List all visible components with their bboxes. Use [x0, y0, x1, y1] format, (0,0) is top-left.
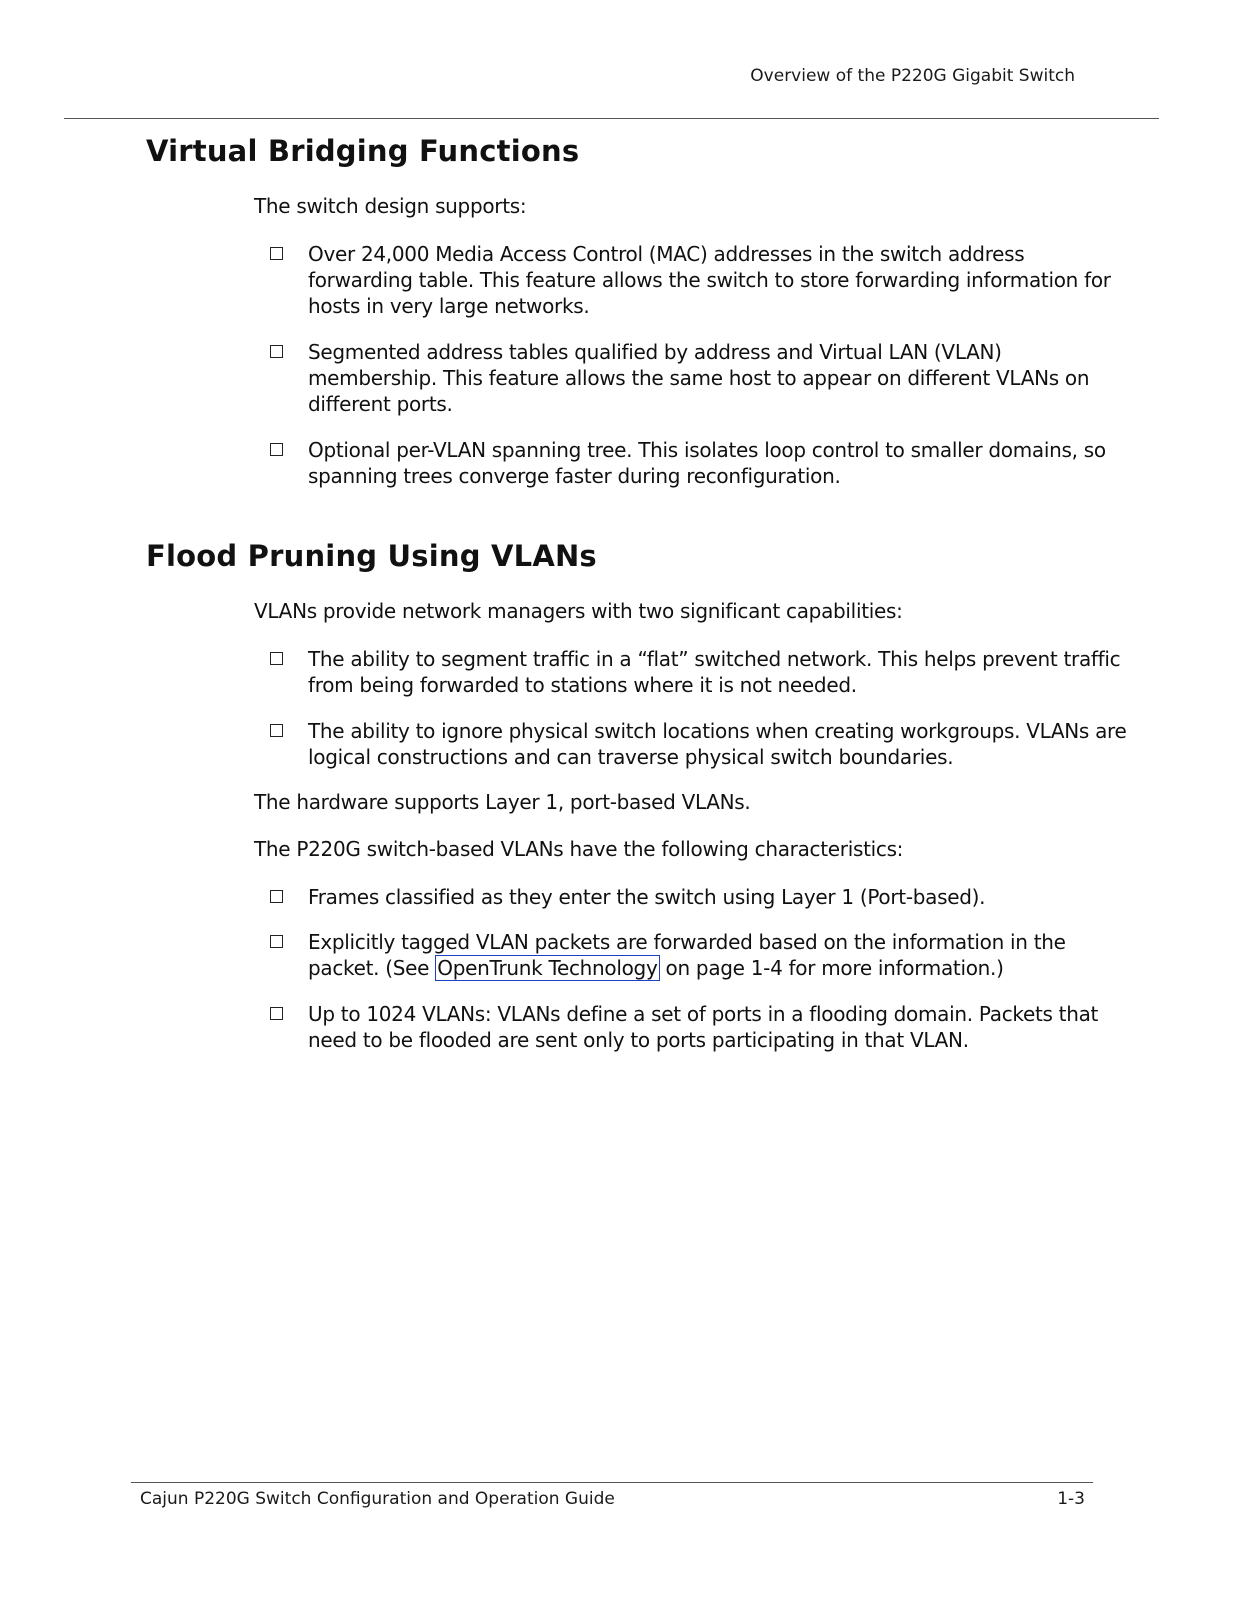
list-item: [270, 437, 1130, 489]
section2-intro: VLANs provide network managers with two significant capabilities:: [254, 599, 903, 623]
header-rule: [64, 118, 1159, 119]
section2-capabilities-list: [270, 646, 1130, 770]
section1-intro: The switch design supports:: [254, 194, 527, 218]
characteristics-paragraph: The P220G switch-based VLANs have the following characteristics:: [254, 837, 904, 861]
checkbox-bullet-icon: [270, 247, 283, 260]
list-item-text: The ability to segment traffic in a “flat” switched network. This helps prevent traffic from being forwarded to stations where it is not needed.: [308, 647, 1121, 697]
list-item: [270, 929, 1130, 981]
list-item-text: Segmented address tables qualified by address and Virtual LAN (VLAN) membership. This feature allows the same host to appear on different VLANs on different ports.: [308, 340, 1090, 416]
list-item-text: Frames classified as they enter the switch using Layer 1 (Port-based).: [308, 885, 986, 909]
list-item-text: The ability to ignore physical switch locations when creating workgroups. VLANs are logical constructions and can traverse physical switch boundaries.: [308, 719, 1127, 769]
checkbox-bullet-icon: [270, 935, 283, 948]
list-item: [270, 646, 1130, 698]
section-heading-virtual-bridging: Virtual Bridging Functions: [146, 134, 580, 168]
section-heading-flood-pruning: Flood Pruning Using VLANs: [146, 539, 597, 573]
list-item-text-before-link: Explicitly tagged VLAN packets are forwarded based on the information in the packet. (See: [308, 930, 1066, 980]
section1-list: [270, 241, 1130, 489]
hardware-paragraph: The hardware supports Layer 1, port-based VLANs.: [254, 790, 751, 814]
list-item-text: [308, 930, 1066, 981]
list-item: [270, 1001, 1130, 1053]
checkbox-bullet-icon: [270, 443, 283, 456]
list-item: [270, 241, 1130, 319]
list-item: [270, 884, 1130, 910]
list-item-text-after-link: on page 1-4 for more information.): [659, 956, 1004, 980]
characteristics-list: [270, 884, 1130, 1053]
footer-page-number: 1-3: [1057, 1489, 1085, 1509]
checkbox-bullet-icon: [270, 724, 283, 737]
checkbox-bullet-icon: [270, 1007, 283, 1020]
footer-book-title: Cajun P220G Switch Configuration and Operation Guide: [140, 1489, 615, 1509]
checkbox-bullet-icon: [270, 652, 283, 665]
checkbox-bullet-icon: [270, 345, 283, 358]
opentrunk-technology-link[interactable]: OpenTrunk Technology: [437, 956, 658, 980]
checkbox-bullet-icon: [270, 890, 283, 903]
list-item-text: Optional per-VLAN spanning tree. This isolates loop control to smaller domains, so spanning trees converge faster during reconfiguration.: [308, 438, 1106, 488]
list-item: [270, 339, 1130, 417]
running-header: Overview of the P220G Gigabit Switch: [750, 66, 1075, 86]
list-item: [270, 718, 1130, 770]
list-item-text: Up to 1024 VLANs: VLANs define a set of ports in a flooding domain. Packets that need to be flooded are sent only to ports participating in that VLAN.: [308, 1002, 1099, 1052]
footer-rule: [131, 1482, 1093, 1483]
list-item-text: Over 24,000 Media Access Control (MAC) addresses in the switch address forwarding table. This feature allows the switch to store forwarding information for hosts in very large networks.: [308, 242, 1111, 318]
